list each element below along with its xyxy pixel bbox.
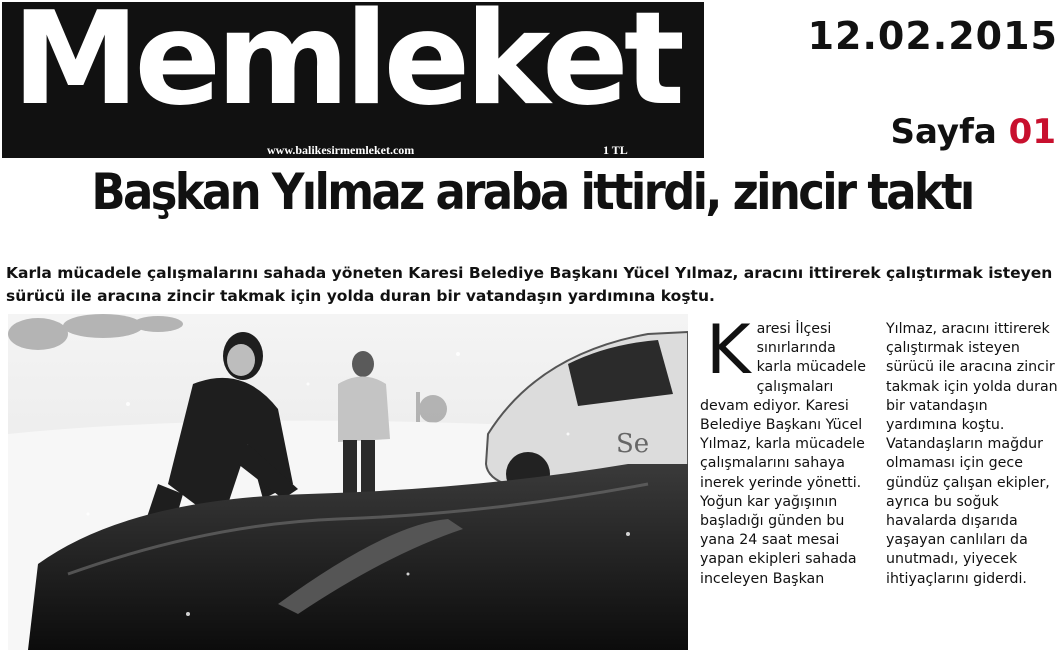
- page-num: 01: [1008, 112, 1056, 152]
- drop-cap: K: [706, 311, 751, 390]
- article-column-2: Yılmaz, aracını ittirerek çalıştırmak isteyen sürücü ile aracına zincir takmak için yolda duran bir vatandaşın yardımına koştu. Vatandaşların mağdur olmaması için gece gündüz çalışan ekipler, ayrıca bu soğuk havalarda dışarıda yaşayan canlıları da unutmadı, yiyecek ihtiyaçlarını giderdi.: [886, 321, 1058, 587]
- masthead: [2, 2, 704, 158]
- article-column-1: [700, 311, 870, 589]
- news-photo: [8, 314, 688, 650]
- page-number: [891, 112, 1056, 152]
- page-word: Sayfa: [890, 112, 997, 152]
- website-url: www.balikesirmemleket.com: [267, 143, 415, 157]
- van-logo-text: Se: [616, 429, 650, 459]
- issue-date: 12.02.2015: [807, 14, 1058, 58]
- price-label: 1 TL: [603, 143, 628, 157]
- headline: Başkan Yılmaz araba ittirdi, zincir taktı: [91, 163, 973, 221]
- lede-paragraph: Karla mücadele çalışmalarını sahada yöneten Karesi Belediye Başkanı Yücel Yılmaz, aracını ittirerek çalıştırmak isteyen sürücü ile aracına zincir takmak için yolda duran bir vatandaşın yardımına koştu.: [6, 264, 1053, 305]
- newspaper-logo: Memleket: [12, 0, 680, 134]
- photo-illustration: [8, 314, 688, 650]
- column-1-text: aresi İlçesi sınırlarında karla mücadele çalışmaları devam ediyor. Karesi Belediye Başkanı Yücel Yılmaz, karla mücadele çalışmalarını sahaya inerek yerinde yönetti. Yoğun kar yağışının başladığı günden bu yana 24 saat mesai yapan ekipleri sahada inceleyen Başkan: [700, 321, 866, 587]
